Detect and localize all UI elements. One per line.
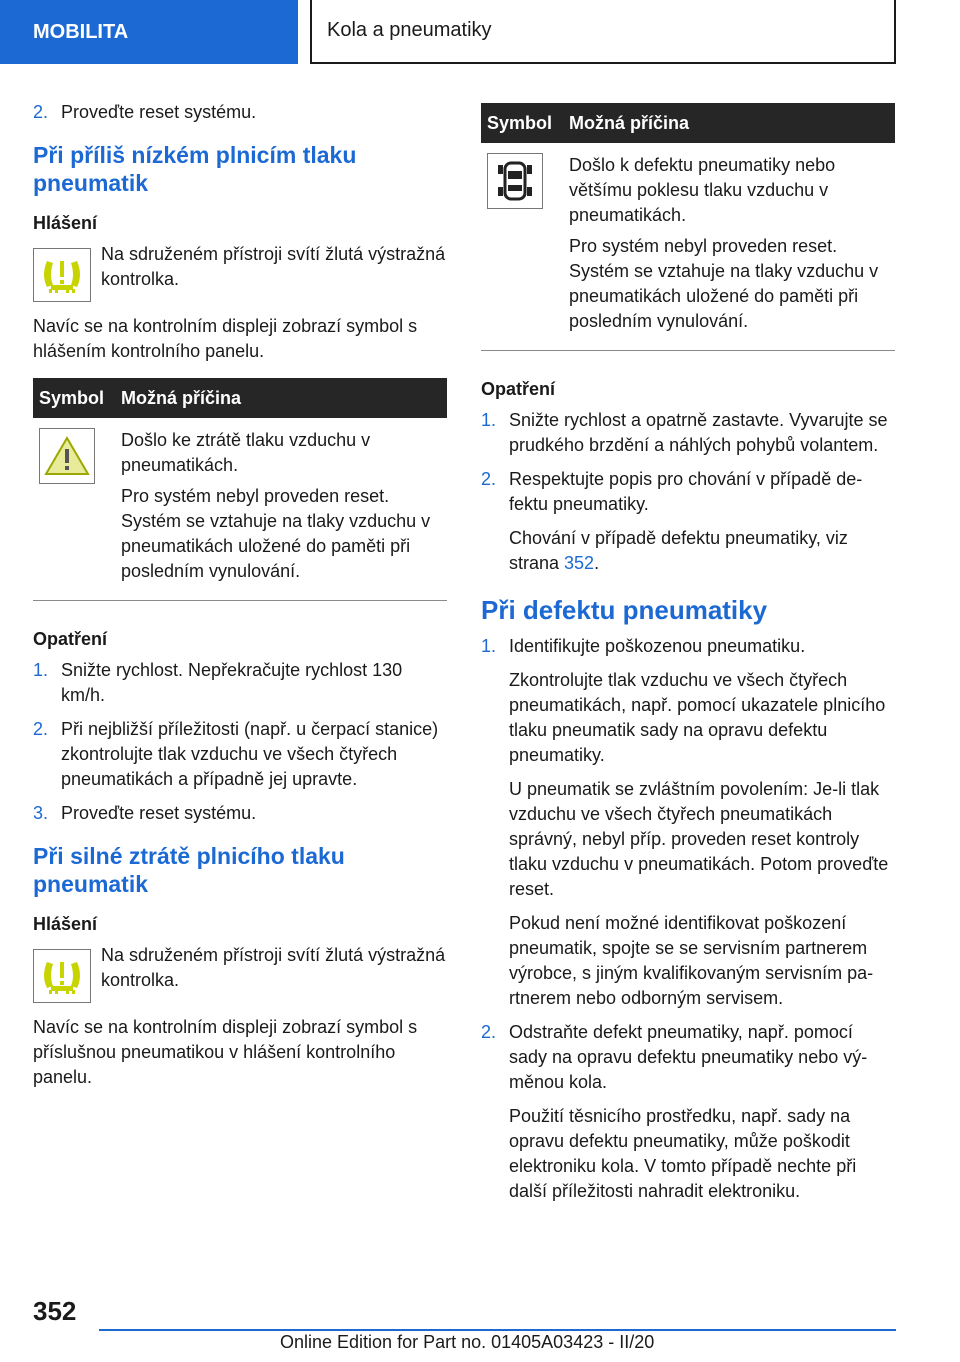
col-cause: Možná příčina bbox=[115, 378, 447, 418]
page-header bbox=[0, 0, 960, 68]
step-subtext: U pneumatik se zvláštním povolením: Je-li tlak vzduchu ve všech čtyřech pneumatikách správný, nebyl příp. proveden reset kontroly tlaku vzduchu v pneumatikách. Potom proveďte reset. bbox=[509, 779, 889, 899]
step-item bbox=[33, 658, 447, 708]
step-text: Proveďte reset systému. bbox=[61, 102, 257, 122]
step-text: Snižte rychlost a opatrně zastavte. Vyvarujte se prudkého brzdění a náhlých pohybů volantem. bbox=[509, 410, 888, 455]
table-row bbox=[481, 143, 895, 351]
table-row bbox=[33, 418, 447, 601]
left-column bbox=[33, 100, 447, 1104]
step-subtext: Použití těsnicího prostředku, např. sady na opravu defektu pneumatiky, může poškodit elektroniku kola. V tomto případě nechte při další příležitosti nahradit elektroniku. bbox=[509, 1106, 857, 1201]
message-block bbox=[33, 943, 447, 1003]
step-number: 1. bbox=[481, 636, 497, 656]
symbol-table bbox=[33, 378, 447, 601]
cause-text: Pro systém nebyl proveden reset. Systém se vztahuje na tlaky vzduchu v pneumatikách uložené do paměti při posledním vynulování. bbox=[569, 236, 879, 331]
step-subtext: Zkontrolujte tlak vzduchu ve všech čtyřech pneumatikách, např. pomocí ukazatele plnicího tlaku pneumatik sady na opravu defektu pneumatiky. bbox=[509, 670, 886, 765]
measures-heading: Opatření bbox=[481, 379, 556, 399]
message-text: Na sdruženém přístroji svítí žlutá výstražná kontrolka. bbox=[101, 945, 446, 990]
step-number: 1. bbox=[33, 660, 49, 680]
chapter-label[interactable]: Kola a pneumatiky bbox=[310, 0, 896, 64]
symbol-table bbox=[481, 103, 895, 351]
tire-pressure-warning-icon bbox=[33, 949, 91, 1003]
page-footer bbox=[0, 1296, 960, 1362]
paragraph-also: Navíc se na kontrolním displeji zobrazí symbol s příslušnou pneumatikou v hlášení kontrolního panelu. bbox=[33, 1017, 418, 1087]
message-heading: Hlášení bbox=[33, 213, 98, 233]
message-text: Na sdruženém přístroji svítí žlutá výstražná kontrolka. bbox=[101, 244, 446, 289]
step-text: Proveďte reset systému. bbox=[61, 803, 257, 823]
cause-text: Pro systém nebyl proveden reset. Systém se vztahuje na tlaky vzduchu v pneumatikách uložené do paměti při posledním vynulování. bbox=[121, 486, 431, 581]
col-cause: Možná příčina bbox=[563, 103, 895, 143]
step-item bbox=[481, 634, 895, 659]
tire-pressure-warning-icon bbox=[33, 248, 91, 302]
heading-strong-loss: Při silné ztrátě plnicího tlaku pneumatik bbox=[33, 843, 345, 897]
step-number: 1. bbox=[481, 410, 497, 430]
step-item bbox=[481, 467, 895, 517]
step-item bbox=[481, 408, 895, 458]
warning-triangle-icon bbox=[39, 428, 95, 484]
step-text: Identifikujte poškozenou pneumatiku. bbox=[509, 636, 806, 656]
heading-tire-defect: Při defektu pneumatiky bbox=[481, 595, 768, 625]
section-label[interactable]: MOBILITA bbox=[0, 0, 298, 64]
step-item bbox=[33, 100, 447, 125]
measures-heading: Opatření bbox=[33, 629, 108, 649]
subtext-part: . bbox=[594, 553, 600, 573]
right-column bbox=[481, 103, 895, 1213]
heading-low-pressure: Při příliš nízkém plnicím tlaku pneumatik bbox=[33, 142, 357, 196]
cause-text: Došlo k defektu pneumatiky nebo většímu poklesu tlaku vzduchu v pneumatikách. bbox=[569, 155, 836, 225]
step-number: 2. bbox=[481, 1022, 497, 1042]
message-block bbox=[33, 242, 447, 302]
page-number: 352 bbox=[33, 1296, 77, 1326]
car-tire-defect-icon bbox=[487, 153, 543, 209]
step-number: 2. bbox=[33, 102, 49, 122]
footer-divider bbox=[99, 1329, 896, 1331]
step-item bbox=[33, 717, 447, 792]
page-link[interactable]: 352 bbox=[564, 553, 595, 573]
paragraph-also: Navíc se na kontrolním displeji zobrazí symbol s hlášením kontrolního panelu. bbox=[33, 316, 418, 361]
subtext-part: Chování v případě defektu pneumatiky, viz strana bbox=[509, 528, 848, 573]
step-number: 3. bbox=[33, 803, 49, 823]
step-text: Respektujte popis pro chování v případě defektu pneumatiky. bbox=[509, 469, 863, 514]
message-heading: Hlášení bbox=[33, 914, 98, 934]
col-symbol: Symbol bbox=[481, 103, 563, 143]
step-text: Odstraňte defekt pneumatiky, např. pomocí sady na opravu defektu pneumatiky nebo výměnou kola. bbox=[509, 1022, 868, 1092]
step-text: Při nejbližší příležitosti (např. u čerpací stanice) zkontrolujte tlak vzduchu ve všech čtyřech pneumatikách a případně jej upravte. bbox=[61, 719, 439, 789]
edition-note: Online Edition for Part no. 01405A03423 - II/20 bbox=[280, 1332, 655, 1352]
step-number: 2. bbox=[481, 469, 497, 489]
step-number: 2. bbox=[33, 719, 49, 739]
step-item bbox=[481, 1020, 895, 1095]
step-subtext: Pokud není možné identifikovat poškození pneumatik, spojte se se servisním partnerem výrobce, s jiným kvalifikovaným servisním partnerem nebo odborným servisem. bbox=[509, 913, 874, 1008]
step-item bbox=[33, 801, 447, 826]
col-symbol: Symbol bbox=[33, 378, 115, 418]
cause-text: Došlo ke ztrátě tlaku vzduchu v pneumatikách. bbox=[121, 430, 371, 475]
step-text: Snižte rychlost. Nepřekračujte rychlost 130 km/h. bbox=[61, 660, 403, 705]
step-subtext bbox=[481, 526, 895, 576]
